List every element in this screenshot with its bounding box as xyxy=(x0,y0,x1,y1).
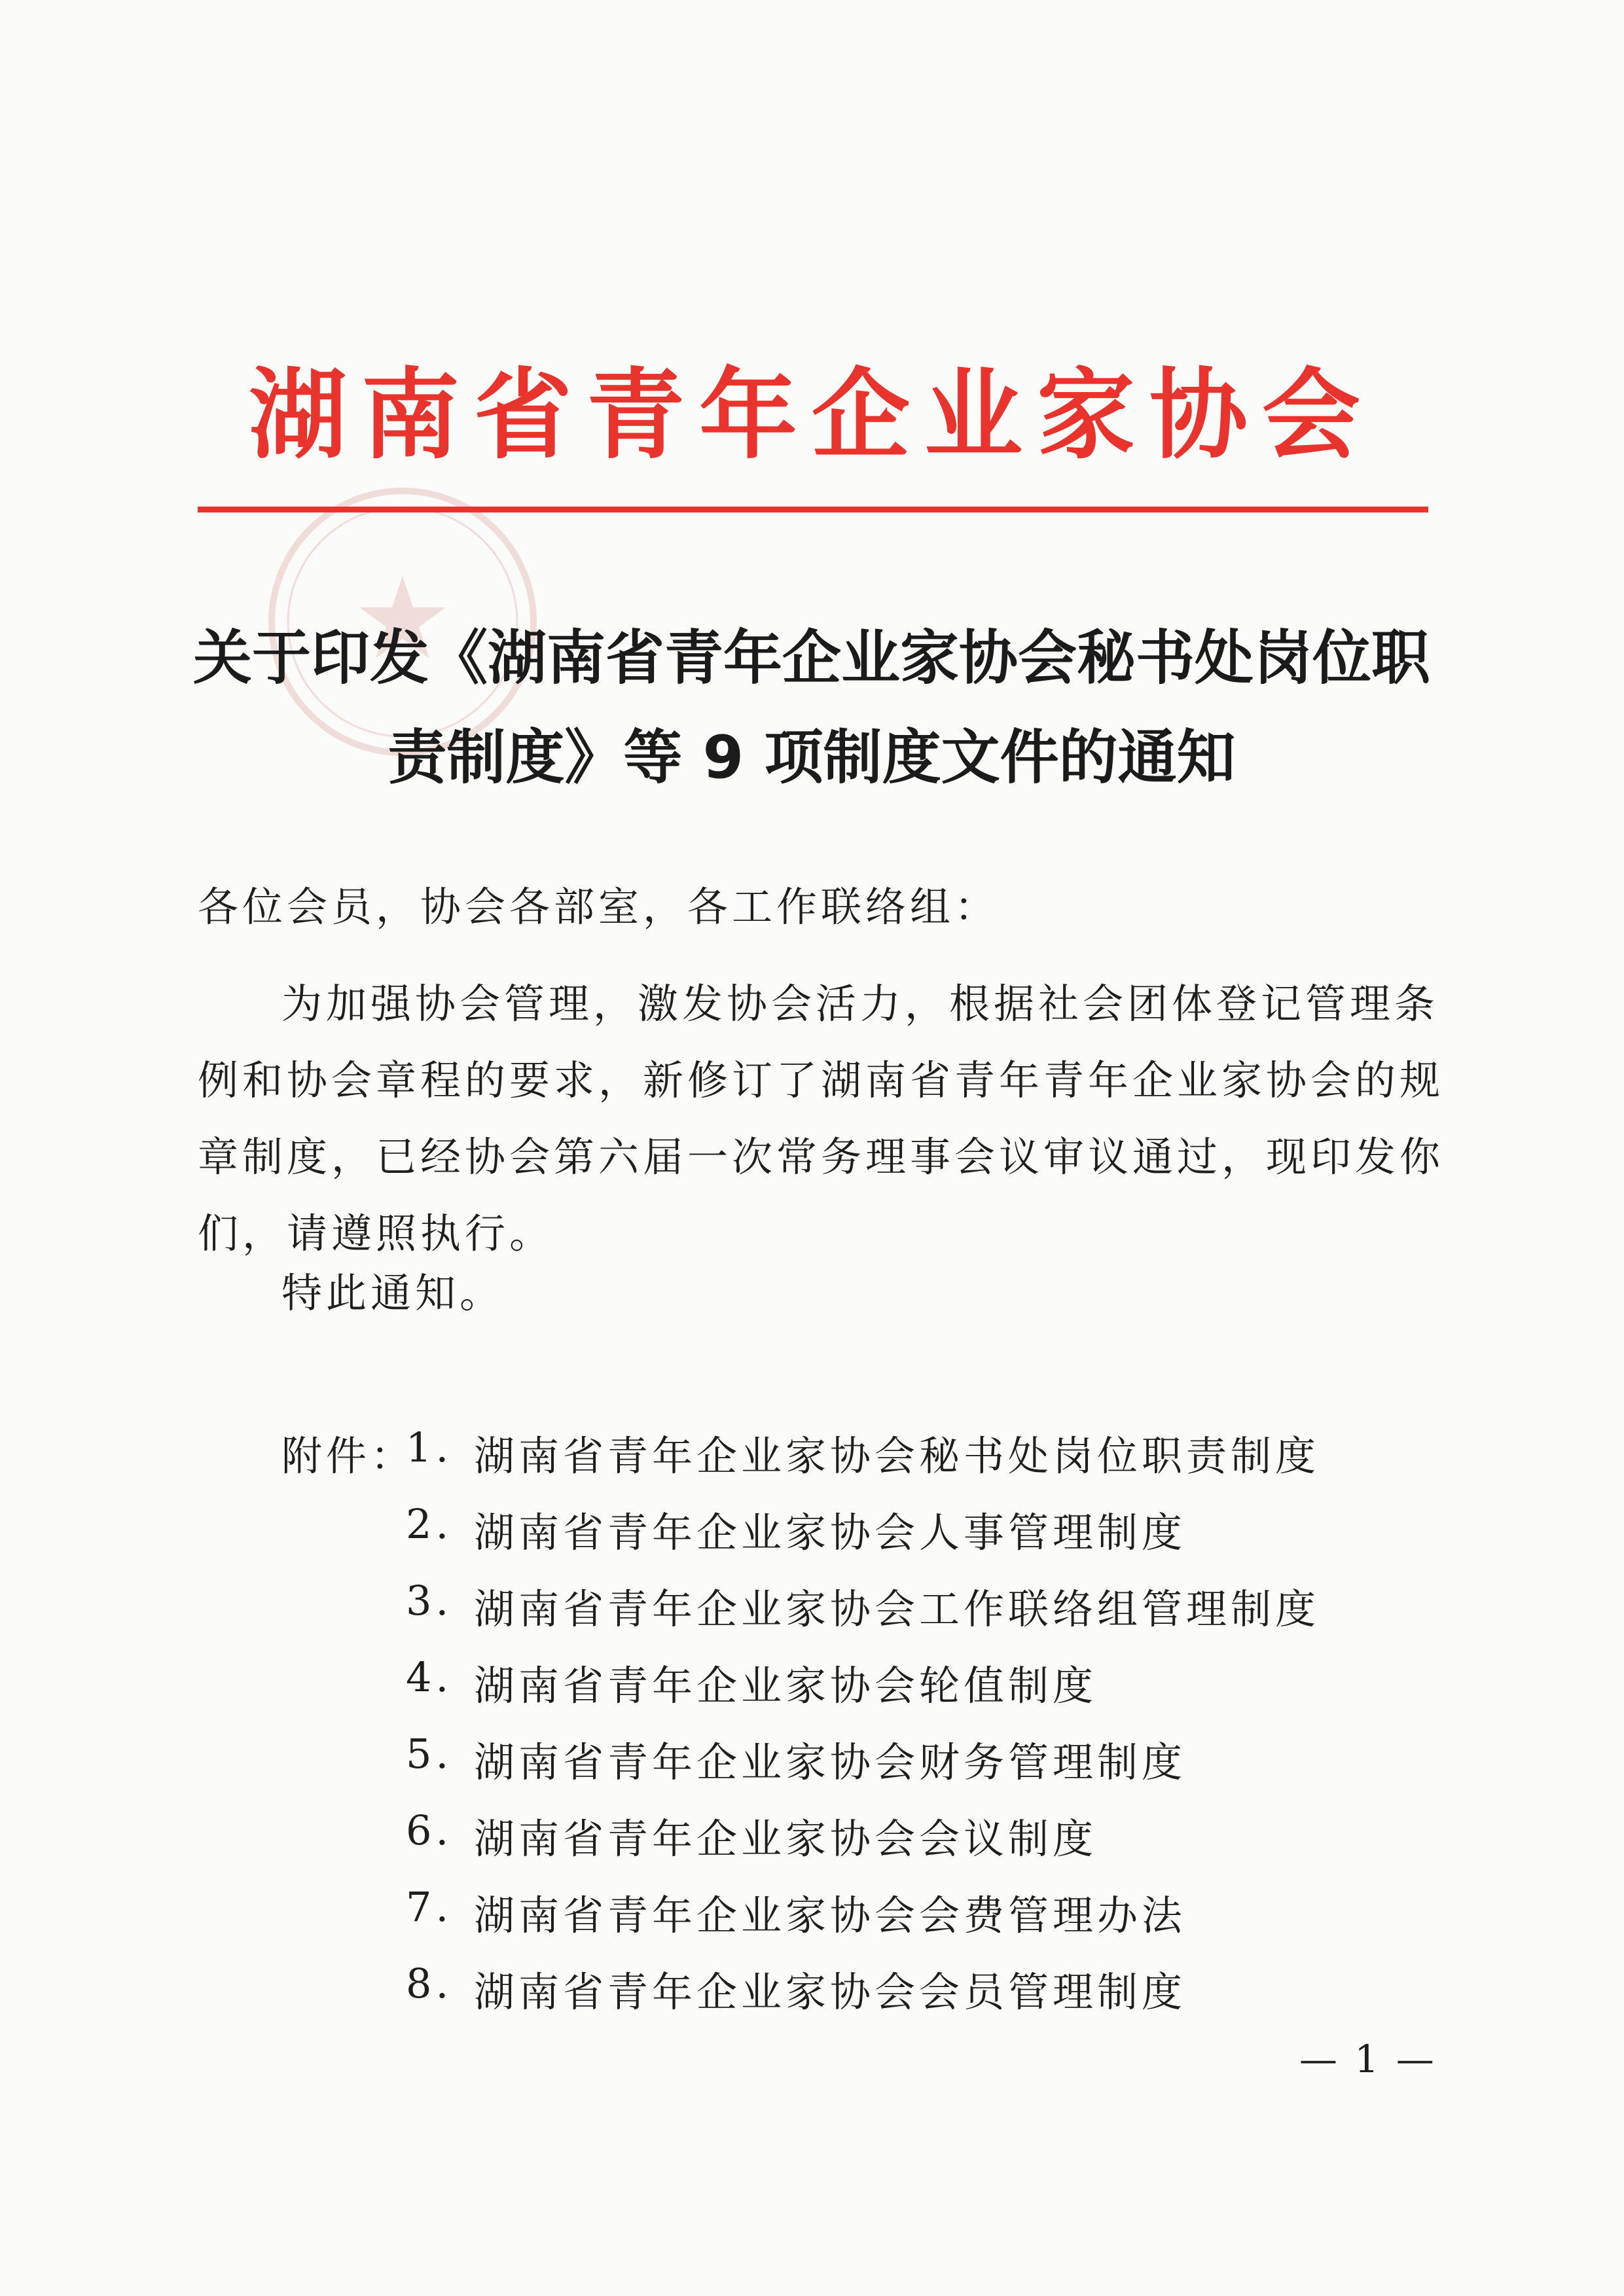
attachment-title: 湖南省青年企业家协会秘书处岗位职责制度 xyxy=(474,1432,1320,1480)
title-line-1: 关于印发《湖南省青年企业家协会秘书处岗位职 xyxy=(193,624,1430,692)
attachment-item xyxy=(281,1577,1320,1653)
closing-text: 特此通知。 xyxy=(281,1269,505,1317)
attachment-item xyxy=(281,1500,1320,1577)
salutation: 各位会员，协会各部室，各工作联络组： xyxy=(198,883,1000,931)
attachment-title: 湖南省青年企业家协会会员管理制度 xyxy=(474,1968,1187,2016)
attachment-title: 湖南省青年企业家协会工作联络组管理制度 xyxy=(474,1585,1320,1633)
attachment-label: 附件： xyxy=(281,1432,416,1480)
title-line-2: 责制度》等 9 项制度文件的通知 xyxy=(388,723,1236,792)
letterhead-divider xyxy=(198,507,1428,512)
attachment-item xyxy=(281,1960,1320,2036)
attachment-number: 5. xyxy=(406,1730,453,1778)
attachment-title: 湖南省青年企业家协会人事管理制度 xyxy=(474,1509,1187,1556)
body-line: 例和协会章程的要求，新修订了湖南省青年青年企业家协会的规 xyxy=(198,1056,1445,1104)
attachment-item xyxy=(281,1883,1320,1960)
document-title xyxy=(170,609,1453,808)
page-number: — 1 — xyxy=(1299,2037,1437,2081)
attachment-number: 1. xyxy=(406,1424,453,1471)
body-line: 们，请遵照执行。 xyxy=(198,1210,554,1257)
attachment-item xyxy=(281,1806,1320,1883)
attachment-number: 2. xyxy=(406,1500,453,1548)
attachment-list xyxy=(281,1424,1320,2036)
body-line: 为加强协会管理，激发协会活力，根据社会团体登记管理条 xyxy=(281,980,1439,1028)
letterhead-org-name: 湖南省青年企业家协会 xyxy=(248,359,1375,473)
attachment-number: 8. xyxy=(406,1960,453,2007)
attachment-item xyxy=(281,1730,1320,1806)
attachment-title: 湖南省青年企业家协会会费管理办法 xyxy=(474,1892,1187,1939)
attachment-item xyxy=(281,1653,1320,1730)
attachment-number: 3. xyxy=(406,1577,453,1624)
attachment-title: 湖南省青年企业家协会轮值制度 xyxy=(474,1662,1098,1710)
attachment-number: 7. xyxy=(406,1883,453,1931)
body-paragraph xyxy=(198,965,1445,1272)
attachment-number: 6. xyxy=(406,1806,453,1854)
attachment-title: 湖南省青年企业家协会财务管理制度 xyxy=(474,1738,1187,1786)
attachment-title: 湖南省青年企业家协会会议制度 xyxy=(474,1815,1098,1863)
attachment-item xyxy=(281,1424,1320,1500)
body-line: 章制度，已经协会第六届一次常务理事会议审议通过，现印发你 xyxy=(198,1133,1445,1181)
attachment-number: 4. xyxy=(406,1653,453,1701)
